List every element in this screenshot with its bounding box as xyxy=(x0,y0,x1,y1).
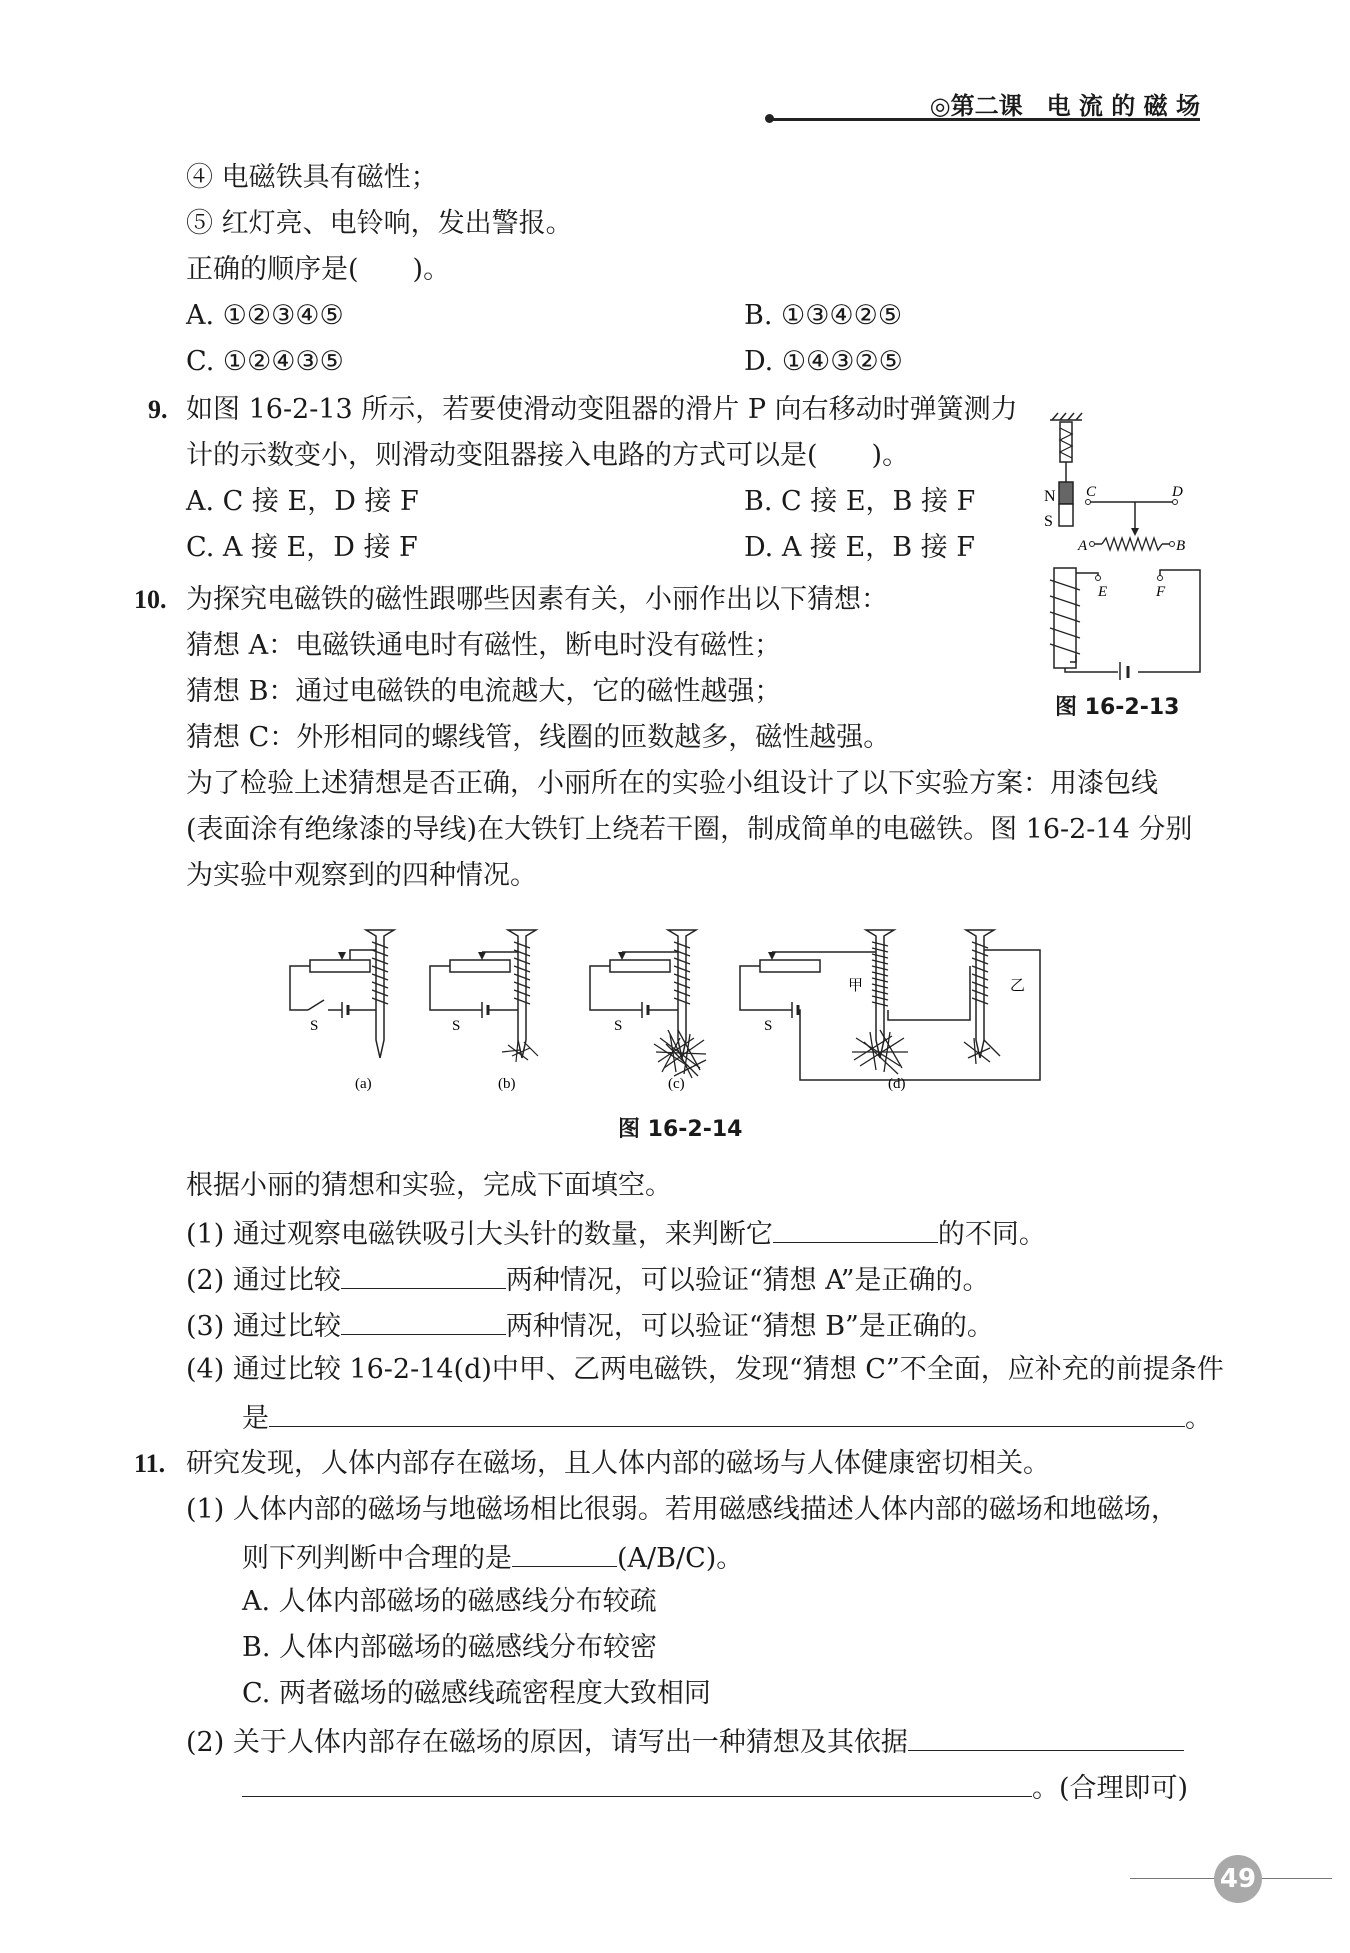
label-b: B xyxy=(1176,538,1186,554)
q11-stem: 研究发现，人体内部存在磁场，且人体内部的磁场与人体健康密切相关。 xyxy=(186,1448,1050,1479)
q8-option-c: C. ①②④③⑤ xyxy=(186,346,344,377)
panel-b xyxy=(400,930,538,1062)
panel-a xyxy=(290,930,394,1058)
terminal-f xyxy=(1158,576,1163,581)
q9-stem-line1: 如图 16-2-13 所示，若要使滑动变阻器的滑片 P 向右移动时弹簧测力 xyxy=(186,394,1018,425)
q11-option-c: C. 两者磁场的磁感线疏密程度大致相同 xyxy=(242,1678,711,1709)
terminal-b xyxy=(1170,542,1175,547)
q9-stem-line2: 计的示数变小，则滑动变阻器接入电路的方式可以是( )。 xyxy=(186,440,910,471)
page-header: ◎第二课 电 流 的 磁 场 xyxy=(929,92,1200,120)
q10-guess-a: 猜想 A：电磁铁通电时有磁性，断电时没有磁性； xyxy=(186,630,782,661)
q11-option-a: A. 人体内部磁场的磁感线分布较疏 xyxy=(242,1586,657,1617)
figure-16-2-14-caption: 图 16-2-14 xyxy=(618,1117,743,1142)
q10-sub4-blank[interactable] xyxy=(269,1398,1185,1427)
q11-sub2-line2 xyxy=(242,1768,1188,1807)
panel-d-switch-label: S xyxy=(764,1018,773,1034)
q11-sub1-blank[interactable] xyxy=(512,1538,617,1567)
panel-a-label: (a) xyxy=(355,1076,372,1092)
panel-a-switch-label: S xyxy=(310,1018,319,1034)
panel-d-label: (d) xyxy=(888,1076,906,1092)
q11-sub2-blank-2[interactable] xyxy=(242,1768,1032,1797)
label-n: N xyxy=(1044,488,1056,505)
label-d: D xyxy=(1172,484,1183,500)
q10-para-line1: 为了检验上述猜想是否正确，小丽所在的实验小组设计了以下实验方案：用漆包线 xyxy=(186,768,1158,799)
panel-c-label: (c) xyxy=(668,1076,685,1092)
q11-sub2-text-b: 。(合理即可) xyxy=(1032,1773,1189,1804)
slider-arrow xyxy=(1131,528,1139,536)
q8-prompt: 正确的顺序是( )。 xyxy=(186,254,451,285)
terminal-d xyxy=(1173,500,1178,505)
q10-guess-b: 猜想 B：通过电磁铁的电流越大，它的磁性越强； xyxy=(186,676,782,707)
q9-option-a: A. C 接 E，D 接 F xyxy=(186,486,419,517)
q10-sub1-text-a: (1) 通过观察电磁铁吸引大头针的数量，来判断它 xyxy=(186,1219,773,1250)
q8-option-d: D. ①④③②⑤ xyxy=(744,346,903,377)
q10-sub3-blank[interactable] xyxy=(341,1306,506,1335)
q10-para-line2: (表面涂有绝缘漆的导线)在大铁钉上绕若干圈，制成简单的电磁铁。图 16-2-14 分别 xyxy=(186,814,1193,845)
q10-sub3-text-b: 两种情况，可以验证“猜想 B”是正确的。 xyxy=(505,1311,994,1342)
panel-b-switch-label: S xyxy=(452,1018,461,1034)
q11-sub1-line1: (1) 人体内部的磁场与地磁场相比很弱。若用磁感线描述人体内部的磁场和地磁场， xyxy=(186,1494,1178,1525)
q11-sub1-line2 xyxy=(242,1538,743,1577)
figure-16-2-14 xyxy=(280,920,1060,1100)
label-yi: 乙 xyxy=(1010,978,1026,994)
q10-stem: 为探究电磁铁的磁性跟哪些因素有关，小丽作出以下猜想： xyxy=(186,584,888,615)
page-rule-right xyxy=(1262,1878,1332,1879)
label-a: A xyxy=(1078,538,1088,554)
q10-sub4-text-b: 是 xyxy=(242,1403,269,1434)
q10-para-line3: 为实验中观察到的四种情况。 xyxy=(186,860,537,891)
q11-sub2-line1 xyxy=(186,1722,1184,1761)
rheostat-coil xyxy=(1102,538,1162,550)
q8-item4: ④ 电磁铁具有磁性； xyxy=(186,162,438,193)
q10-sub2-text-a: (2) 通过比较 xyxy=(186,1265,341,1296)
magnet-south xyxy=(1059,504,1073,526)
q9-option-d: D. A 接 E，B 接 F xyxy=(744,532,975,563)
q10-sub3 xyxy=(186,1306,994,1345)
terminal-a xyxy=(1090,542,1095,547)
panel-b-label: (b) xyxy=(498,1076,516,1092)
q10-sub1-blank[interactable] xyxy=(773,1214,938,1243)
q10-sub1-text-b: 的不同。 xyxy=(937,1219,1046,1250)
q10-guess-c: 猜想 C：外形相同的螺线管，线圈的匝数越多，磁性越强。 xyxy=(186,722,891,753)
label-c: C xyxy=(1086,484,1097,500)
q11-number: 11. xyxy=(134,1449,166,1478)
label-jia: 甲 xyxy=(848,978,864,994)
terminal-e xyxy=(1096,576,1101,581)
q9-number: 9. xyxy=(148,395,168,424)
spring-scale xyxy=(1060,422,1072,462)
label-e: E xyxy=(1098,584,1108,600)
q11-sub2-blank-1[interactable] xyxy=(908,1722,1184,1751)
q11-option-b: B. 人体内部磁场的磁感线分布较密 xyxy=(242,1632,658,1663)
q10-sub2 xyxy=(186,1260,990,1299)
q10-intro: 根据小丽的猜想和实验，完成下面填空。 xyxy=(186,1170,672,1201)
q8-item5: ⑤ 红灯亮、电铃响，发出警报。 xyxy=(186,208,573,239)
q11-sub2-text-a: (2) 关于人体内部存在磁场的原因，请写出一种猜想及其依据 xyxy=(186,1727,908,1758)
q10-sub1 xyxy=(186,1214,1046,1253)
q10-sub4-line2 xyxy=(242,1398,1212,1437)
figure-16-2-13 xyxy=(1040,410,1210,680)
q10-sub2-text-b: 两种情况，可以验证“猜想 A”是正确的。 xyxy=(505,1265,990,1296)
q10-number: 10. xyxy=(134,585,167,614)
spring-coil xyxy=(1060,428,1072,458)
page-number: 49 xyxy=(1214,1855,1262,1903)
q9-option-b: B. C 接 E，B 接 F xyxy=(744,486,976,517)
q10-sub4-text-c: 。 xyxy=(1185,1403,1212,1434)
header-rule xyxy=(770,118,1200,121)
terminal-c xyxy=(1086,500,1091,505)
q10-sub2-blank[interactable] xyxy=(341,1260,506,1289)
page-rule-left xyxy=(1130,1878,1214,1879)
q9-option-c: C. A 接 E，D 接 F xyxy=(186,532,418,563)
q8-option-b: B. ①③④②⑤ xyxy=(744,300,903,331)
panel-c-switch-label: S xyxy=(614,1018,623,1034)
magnet-north xyxy=(1059,482,1073,504)
label-s: S xyxy=(1044,513,1053,530)
label-f: F xyxy=(1156,584,1166,600)
q10-sub3-text-a: (3) 通过比较 xyxy=(186,1311,341,1342)
ceiling-support xyxy=(1050,413,1082,420)
q11-sub1-text-c: (A/B/C)。 xyxy=(617,1543,744,1574)
circuit-wires xyxy=(1065,570,1200,672)
figure-16-2-13-caption: 图 16-2-13 xyxy=(1055,695,1180,720)
panel-d xyxy=(730,930,1040,1080)
q10-sub4-line1: (4) 通过比较 16-2-14(d)中甲、乙两电磁铁，发现“猜想 C”不全面，应补充的前提条件 xyxy=(186,1354,1224,1385)
panel-c xyxy=(590,930,706,1078)
q11-sub1-text-b: 则下列判断中合理的是 xyxy=(242,1543,512,1574)
q8-option-a: A. ①②③④⑤ xyxy=(186,300,344,331)
